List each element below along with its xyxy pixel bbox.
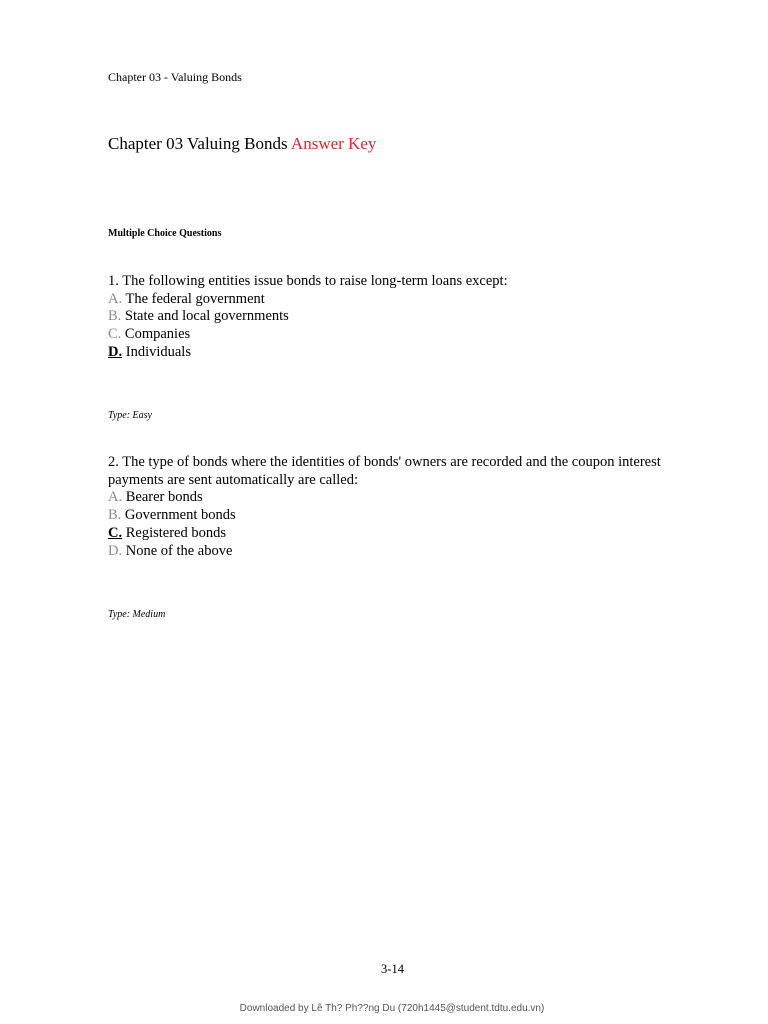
choice-letter: A. [108,290,123,307]
page-number: 3-14 [381,962,404,976]
choice-letter: D. [108,542,123,559]
question-2-type: Type: Medium [108,609,166,620]
choice-text: Government bonds [124,507,236,524]
choice-d-correct [108,344,668,362]
choice-a [108,291,668,309]
choice-text: None of the above [125,542,233,559]
choice-text: Individuals [125,343,191,360]
choice-b [108,308,668,326]
choice-text: The federal government [125,290,265,307]
correct-answer-letter: D. [108,343,123,360]
choice-c-correct [108,525,668,543]
choice-letter: C. [108,326,122,343]
running-header: Chapter 03 - Valuing Bonds [108,70,242,84]
page-title [108,133,376,155]
choice-b [108,507,668,525]
question-stem: 1. The following entities issue bonds to raise long-term loans except: [108,273,508,289]
choice-text: State and local governments [124,308,289,325]
choice-c [108,326,668,344]
section-heading: Multiple Choice Questions [108,228,222,239]
question-stem: 2. The type of bonds where the identities of bonds' owners are recorded and the coupon interest payments are sent automatically are called: [108,454,661,488]
choice-letter: A. [108,489,123,506]
question-1-type: Type: Easy [108,410,152,421]
choice-text: Bearer bonds [125,489,203,506]
choice-letter: B. [108,308,122,325]
choice-letter: B. [108,507,122,524]
answer-key-label: Answer Key [290,134,377,153]
choice-text: Companies [124,326,191,343]
choice-d [108,543,668,561]
choice-text: Registered bonds [125,524,227,541]
correct-answer-letter: C. [108,524,123,541]
question-1 [108,273,668,362]
choice-a [108,489,668,507]
download-footer: Downloaded by Lê Th? Ph??ng Du (720h1445@student.tdtu.edu.vn) [239,1003,545,1014]
title-text: Chapter 03 Valuing Bonds [108,134,288,153]
question-2 [108,454,668,560]
